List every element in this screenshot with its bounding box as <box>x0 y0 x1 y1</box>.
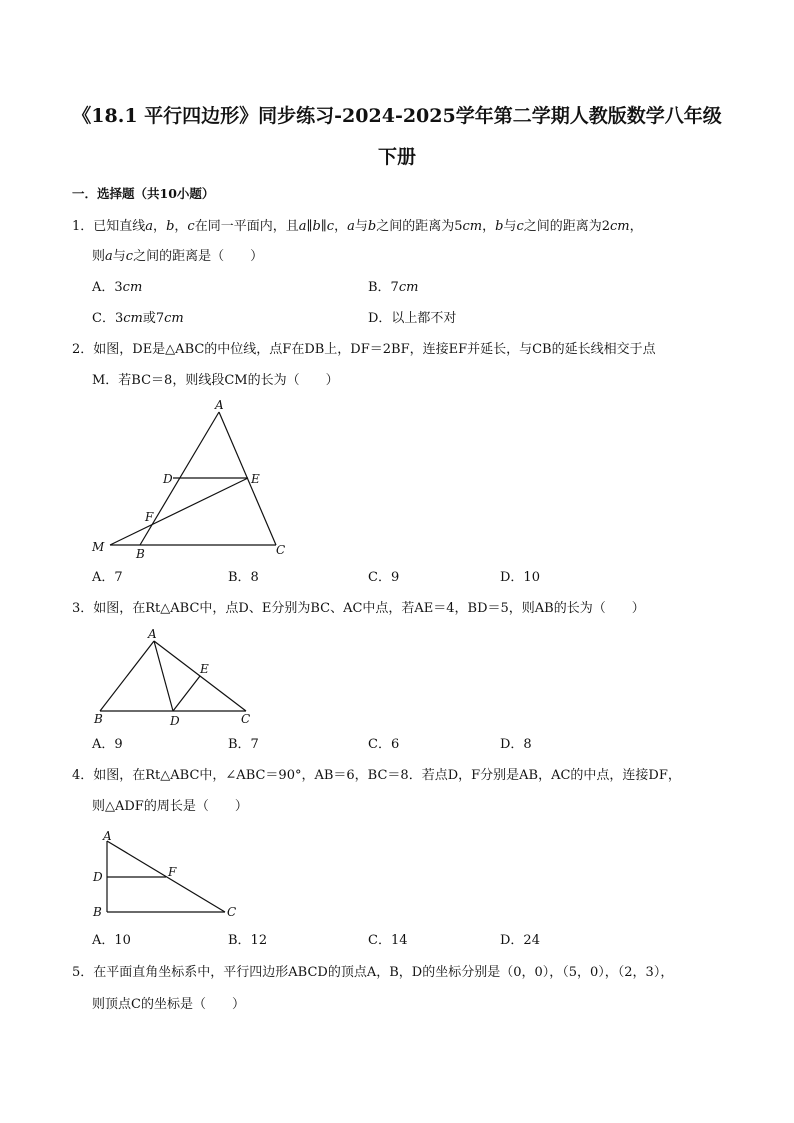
q3-label-d: D <box>170 714 180 728</box>
q3-label-a: A <box>148 627 157 641</box>
q2-label-f: F <box>145 510 154 524</box>
q4-option-c[interactable]: C．14 <box>368 933 408 948</box>
q1-option-d[interactable]: D．以上都不对 <box>368 311 457 326</box>
q4-stem-line1: 4．如图，在Rt△ABC中，∠ABC＝90°，AB＝6，BC＝8．若点D，F分别是AB，AC的中点，连接DF， <box>72 768 681 783</box>
q4-label-b: B <box>93 905 102 919</box>
q3-label-c: C <box>241 712 251 726</box>
q4-option-a[interactable]: A．10 <box>92 933 131 948</box>
q2-triangle-figure <box>88 395 298 560</box>
q2-option-a[interactable]: A．7 <box>92 570 123 585</box>
q4-label-f: F <box>168 865 177 879</box>
q2-label-a: A <box>215 398 224 412</box>
q5-stem-line1: 5．在平面直角坐标系中，平行四边形ABCD的顶点A，B，D的坐标分别是（0，0），（5，0），（2，3）， <box>72 965 674 980</box>
q3-option-d[interactable]: D．8 <box>500 737 532 752</box>
q2-option-c[interactable]: C．9 <box>368 570 400 585</box>
q2-label-e: E <box>251 472 260 486</box>
q2-stem-line2: M．若BC＝8，则线段CM的长为（ ） <box>92 373 339 388</box>
q4-option-b[interactable]: B．12 <box>228 933 268 948</box>
q1-stem-line1: 1．已知直线a，b，c在同一平面内，且a∥b∥c，a与b之间的距离为5cm，b与c之间的距离为2cm， <box>72 219 643 234</box>
q3-option-a[interactable]: A．9 <box>92 737 123 752</box>
q4-option-d[interactable]: D．24 <box>500 933 540 948</box>
q2-stem-line1: 2．如图，DE是△ABC的中位线，点F在DB上，DF＝2BF，连接EF并延长，与CB的延长线相交于点 <box>72 342 656 357</box>
q2-label-d: D <box>163 472 173 486</box>
q3-label-b: B <box>94 712 103 726</box>
q3-triangle-figure <box>88 622 268 730</box>
q2-label-m: M <box>92 540 105 554</box>
q3-stem-line1: 3．如图，在Rt△ABC中，点D、E分别为BC、AC中点，若AE＝4，BD＝5，则AB的长为（ ） <box>72 601 645 616</box>
q4-label-c: C <box>227 905 237 919</box>
q3-option-b[interactable]: B．7 <box>228 737 259 752</box>
section-heading: 一．选择题（共10小题） <box>72 186 215 201</box>
q3-option-c[interactable]: C．6 <box>368 737 400 752</box>
q2-label-c: C <box>276 543 286 557</box>
q4-label-a: A <box>103 829 112 843</box>
q1-option-b[interactable]: B．7cm <box>368 280 419 295</box>
q1-option-c[interactable]: C．3cm或7cm <box>92 311 184 326</box>
q1-stem-line2: 则a与c之间的距离是（ ） <box>92 249 264 264</box>
q2-label-b: B <box>136 547 145 560</box>
q1-option-a[interactable]: A．3cm <box>92 280 143 295</box>
document-title-line2: 下册 <box>377 146 416 168</box>
q2-option-d[interactable]: D．10 <box>500 570 540 585</box>
q5-stem-line2: 则顶点C的坐标是（ ） <box>92 997 245 1012</box>
q2-option-b[interactable]: B．8 <box>228 570 259 585</box>
q4-triangle-figure <box>88 824 248 924</box>
document-title-line1: 《18.1 平行四边形》同步练习-2024-2025学年第二学期人教版数学八年级 <box>72 105 722 127</box>
q4-stem-line2: 则△ADF的周长是（ ） <box>92 799 248 814</box>
q4-label-d: D <box>93 870 103 884</box>
q3-label-e: E <box>200 662 209 676</box>
